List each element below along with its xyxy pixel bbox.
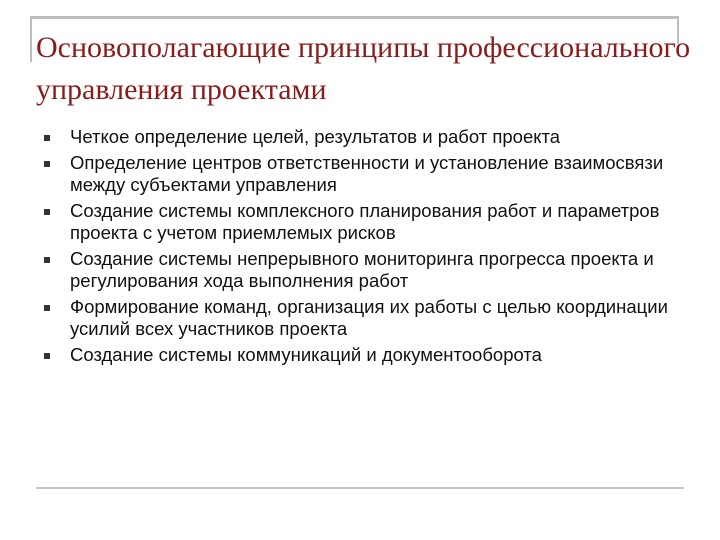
bullet-item (44, 248, 684, 292)
bullet-item (44, 152, 684, 196)
bullet-item (44, 296, 684, 340)
bullet-item (44, 344, 684, 366)
bullet-text: Создание системы непрерывного мониторинга прогресса проекта и регулирования хода выполнения работ (70, 248, 654, 291)
square-bullet-icon (44, 209, 50, 215)
square-bullet-icon (44, 135, 50, 141)
decorative-frame-left-line (30, 16, 32, 62)
decorative-frame-top-line (30, 16, 678, 19)
square-bullet-icon (44, 305, 50, 311)
bullet-list (44, 126, 684, 370)
bullet-text: Определение центров ответственности и установление взаимосвязи между субъектами управления (70, 152, 664, 195)
square-bullet-icon (44, 161, 50, 167)
bullet-text: Создание системы комплексного планирования работ и параметров проекта с учетом приемлемых рисков (70, 200, 660, 243)
square-bullet-icon (44, 353, 50, 359)
bullet-text: Четкое определение целей, результатов и работ проекта (70, 126, 561, 147)
bullet-text: Создание системы коммуникаций и документооборота (70, 344, 542, 365)
slide-title: Основополагающие принципы профессионального управления проектами (36, 31, 691, 106)
bullet-item (44, 200, 684, 244)
bullet-item (44, 126, 684, 148)
bullet-text: Формирование команд, организация их работы с целью координации усилий всех участников проекта (70, 296, 668, 339)
square-bullet-icon (44, 257, 50, 263)
footer-divider-line (36, 487, 684, 489)
